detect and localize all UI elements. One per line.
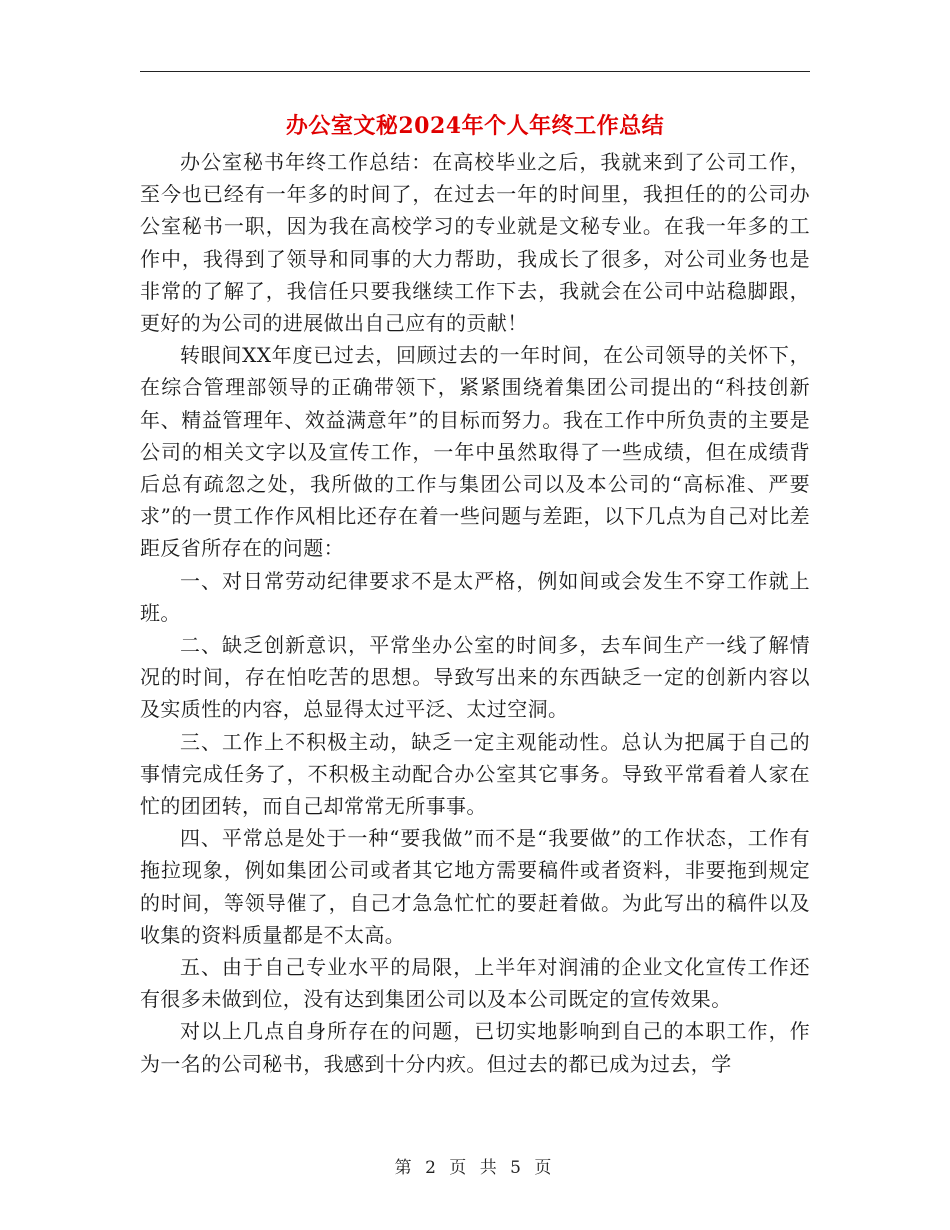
document-title: 办公室文秘2024年个人年终工作总结 xyxy=(285,113,665,139)
paragraph-reflection: 对以上几点自身所存在的问题，已切实地影响到自己的本职工作，作为一名的公司秘书，我感到十分内疚。但过去的都已成为过去，学 xyxy=(140,1019,810,1076)
paragraph-review: 转眼间XX年度已过去，回顾过去的一年时间，在公司领导的关怀下，在综合管理部领导的正确带领下，紧紧围绕着集团公司提出的“科技创新年、精益管理年、效益满意年”的目标而努力。我在工作中所负责的主要是公司的相关文字以及宣传工作，一年中虽然取得了一些成绩，但在成绩背后总有疏忽之处，我所做的工作与集团公司以及本公司的“高标准、严要求”的一贯工作作风相比还存在着一些问题与差距，以下几点为自己对比差距反省所存在的问题： xyxy=(140,343,810,561)
paragraph-issue-3: 三、工作上不积极主动，缺乏一定主观能动性。总认为把属于自己的事情完成任务了，不积极主动配合办公室其它事务。导致平常看着人家在忙的团团转，而自己却常常无所事事。 xyxy=(140,729,810,819)
header-rule xyxy=(140,71,810,72)
document-body xyxy=(140,146,810,1080)
paragraph-issue-4: 四、平常总是处于一种“要我做”而不是“我要做”的工作状态，工作有拖拉现象，例如集团公司或者其它地方需要稿件或者资料，非要拖到规定的时间，等领导催了，自己才急急忙忙的要赶着做。为此写出的稿件以及收集的资料质量都是不太高。 xyxy=(140,826,810,947)
paragraph-issue-1: 一、对日常劳动纪律要求不是太严格，例如间或会发生不穿工作就上班。 xyxy=(140,568,810,625)
paragraph-intro: 办公室秘书年终工作总结：在高校毕业之后，我就来到了公司工作，至今也已经有一年多的时间了，在过去一年的时间里，我担任的的公司办公室秘书一职，因为我在高校学习的专业就是文秘专业。在我一年多的工作中，我得到了领导和同事的大力帮助，我成长了很多，对公司业务也是非常的了解了，我信任只要我继续工作下去，我就会在公司中站稳脚跟，更好的为公司的进展做出自己应有的贡献！ xyxy=(140,150,810,336)
paragraph-issue-2: 二、缺乏创新意识，平常坐办公室的时间多，去车间生产一线了解情况的时间，存在怕吃苦的思想。导致写出来的东西缺乏一定的创新内容以及实质性的内容，总显得太过平泛、太过空洞。 xyxy=(140,633,810,722)
paragraph-issue-5: 五、由于自己专业水平的局限，上半年对润浦的企业文化宣传工作还有很多未做到位，没有达到集团公司以及本公司既定的宣传效果。 xyxy=(140,955,810,1012)
page-number: 第 2 页 共 5 页 xyxy=(394,1158,556,1178)
